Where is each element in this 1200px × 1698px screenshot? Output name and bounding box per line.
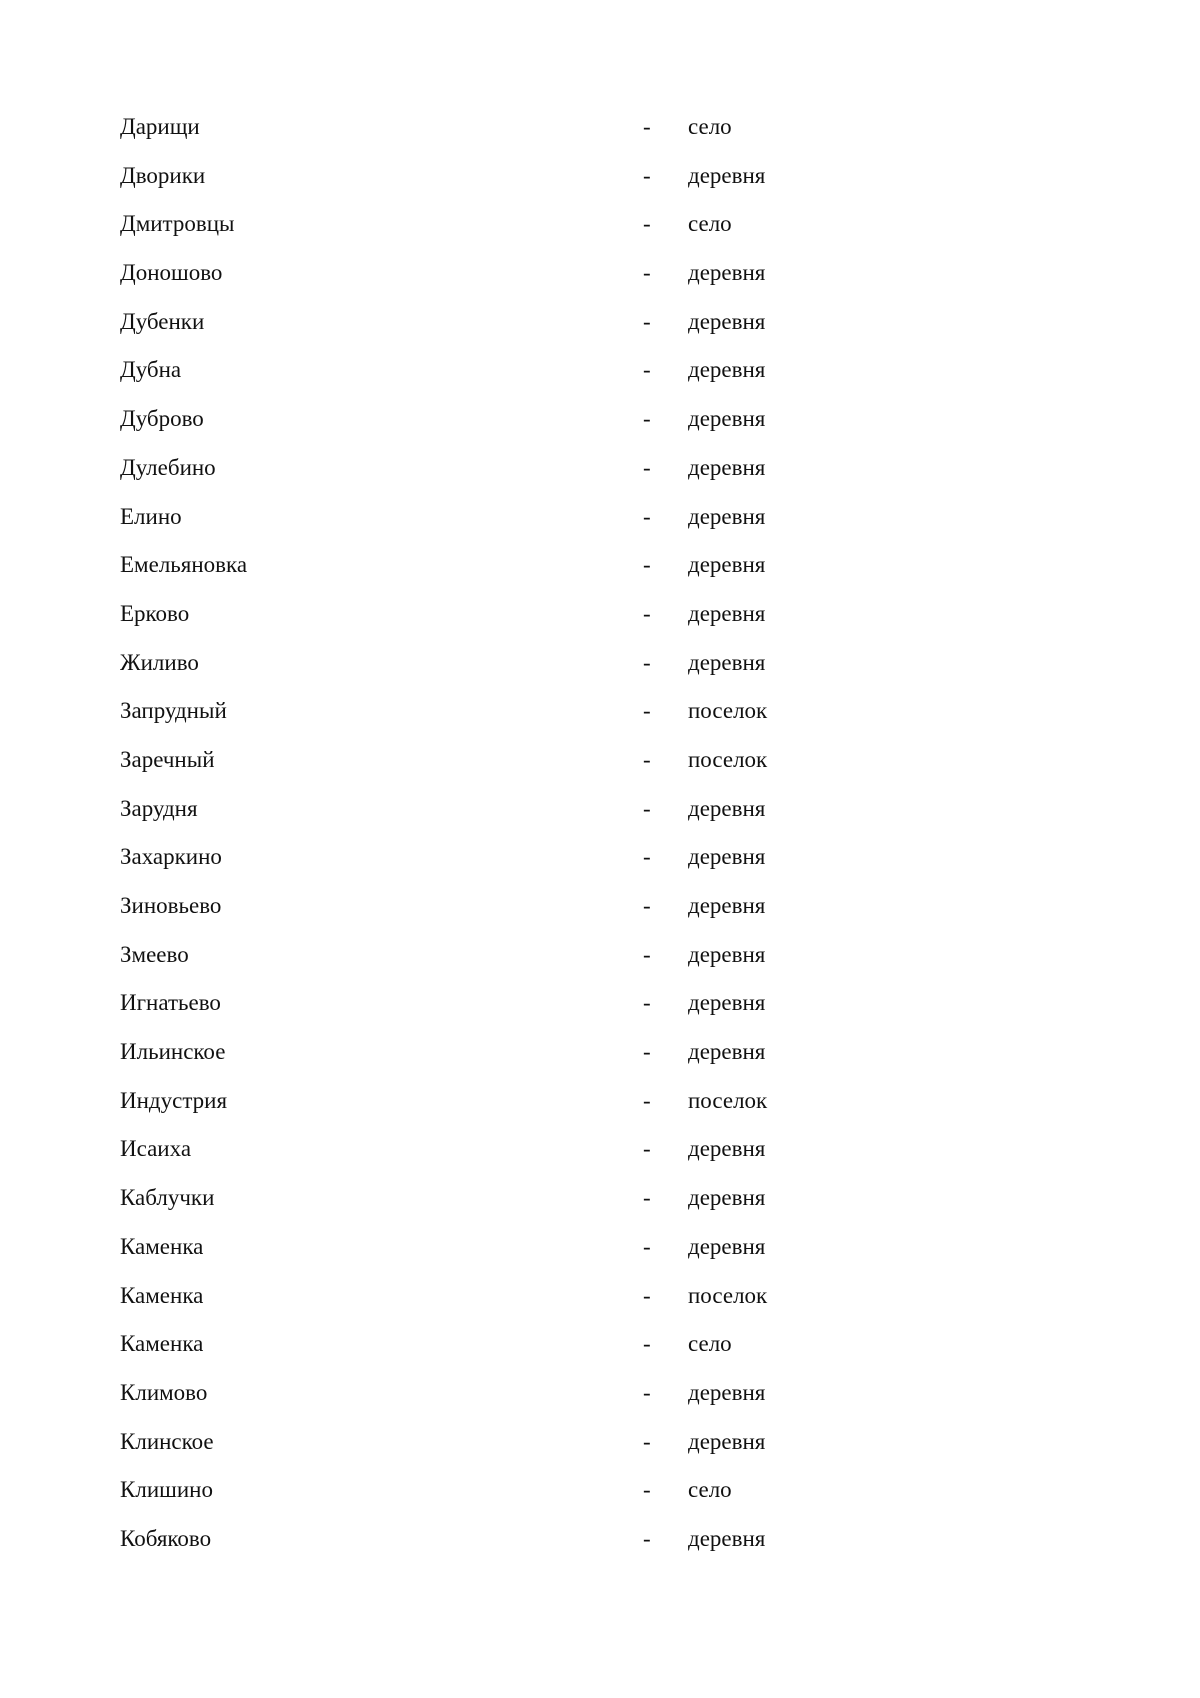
list-item — [0, 106, 1200, 155]
list-item — [0, 1372, 1200, 1421]
settlement-type: деревня — [688, 649, 766, 675]
list-item — [0, 1275, 1200, 1324]
settlement-name: Зарудня — [120, 795, 198, 821]
list-item — [0, 885, 1200, 934]
separator-dash: - — [643, 1525, 651, 1551]
list-item — [0, 1031, 1200, 1080]
settlement-type: деревня — [688, 357, 766, 383]
settlement-type: поселок — [688, 746, 768, 772]
settlement-name: Игнатьево — [120, 990, 221, 1016]
settlement-name: Дуброво — [120, 406, 204, 432]
settlement-name: Емельяновка — [120, 552, 248, 578]
settlement-type: село — [688, 1477, 732, 1503]
settlement-name: Дубенки — [120, 308, 205, 334]
settlement-type: деревня — [688, 1136, 766, 1162]
separator-dash: - — [643, 162, 651, 188]
settlement-type: поселок — [688, 1282, 768, 1308]
list-item — [0, 1323, 1200, 1372]
list-item — [0, 1421, 1200, 1470]
list-item — [0, 593, 1200, 642]
separator-dash: - — [643, 698, 651, 724]
separator-dash: - — [643, 552, 651, 578]
separator-dash: - — [643, 406, 651, 432]
settlement-name: Зиновьево — [120, 893, 222, 918]
list-item — [0, 301, 1200, 350]
settlement-type: деревня — [688, 1525, 766, 1551]
settlement-name: Доношово — [120, 260, 223, 286]
separator-dash: - — [643, 1379, 651, 1405]
list-item — [0, 642, 1200, 691]
settlement-name: Индустрия — [120, 1087, 228, 1113]
separator-dash: - — [643, 893, 651, 918]
settlement-name: Дарищи — [120, 114, 200, 139]
settlement-name: Дулебино — [120, 454, 216, 480]
list-item — [0, 496, 1200, 545]
separator-dash: - — [643, 1282, 651, 1308]
settlement-type: деревня — [688, 1379, 766, 1405]
separator-dash: - — [643, 357, 651, 383]
settlement-name: Кобяково — [120, 1525, 212, 1551]
list-item — [0, 788, 1200, 837]
list-item — [0, 155, 1200, 204]
separator-dash: - — [643, 454, 651, 480]
settlement-list — [0, 106, 1200, 1567]
settlement-type: село — [688, 114, 732, 139]
list-item — [0, 252, 1200, 301]
settlement-name: Клинское — [120, 1428, 214, 1454]
settlement-name: Дворики — [120, 162, 206, 188]
list-item — [0, 1469, 1200, 1518]
list-item — [0, 398, 1200, 447]
settlement-type: деревня — [688, 162, 766, 188]
settlement-type: деревня — [688, 990, 766, 1016]
separator-dash: - — [643, 308, 651, 334]
list-item — [0, 447, 1200, 496]
settlement-name: Каменка — [120, 1233, 204, 1259]
list-item — [0, 1177, 1200, 1226]
list-item — [0, 836, 1200, 885]
separator-dash: - — [643, 1477, 651, 1503]
separator-dash: - — [643, 941, 651, 967]
separator-dash: - — [643, 1428, 651, 1454]
settlement-type: поселок — [688, 698, 768, 724]
list-item — [0, 1226, 1200, 1275]
separator-dash: - — [643, 1039, 651, 1065]
separator-dash: - — [643, 649, 651, 675]
separator-dash: - — [643, 746, 651, 772]
list-item — [0, 739, 1200, 788]
settlement-name: Клишино — [120, 1477, 213, 1503]
settlement-type: деревня — [688, 844, 766, 870]
settlement-name: Запрудный — [120, 698, 227, 724]
separator-dash: - — [643, 600, 651, 626]
settlement-type: деревня — [688, 1185, 766, 1211]
separator-dash: - — [643, 503, 651, 529]
separator-dash: - — [643, 211, 651, 237]
settlement-type: деревня — [688, 552, 766, 578]
list-item — [0, 203, 1200, 252]
list-item — [0, 1080, 1200, 1129]
settlement-name: Елино — [120, 503, 182, 529]
settlement-type: деревня — [688, 308, 766, 334]
settlement-name: Климово — [120, 1379, 208, 1405]
list-item — [0, 1128, 1200, 1177]
settlement-name: Заречный — [120, 746, 215, 772]
separator-dash: - — [643, 1185, 651, 1211]
separator-dash: - — [643, 990, 651, 1016]
settlement-name: Каменка — [120, 1282, 204, 1308]
list-item — [0, 934, 1200, 983]
settlement-type: деревня — [688, 795, 766, 821]
settlement-name: Ерково — [120, 600, 190, 626]
separator-dash: - — [643, 1087, 651, 1113]
separator-dash: - — [643, 1331, 651, 1357]
settlement-name: Исаиха — [120, 1136, 192, 1162]
settlement-type: деревня — [688, 1039, 766, 1065]
settlement-type: деревня — [688, 503, 766, 529]
settlement-name: Дубна — [120, 357, 182, 383]
settlement-type: деревня — [688, 893, 766, 918]
settlement-type: поселок — [688, 1087, 768, 1113]
settlement-type: деревня — [688, 1428, 766, 1454]
settlement-type: деревня — [688, 260, 766, 286]
settlement-type: деревня — [688, 600, 766, 626]
settlement-type: село — [688, 1331, 732, 1357]
settlement-name: Ильинское — [120, 1039, 226, 1065]
settlement-name: Жиливо — [120, 649, 199, 675]
separator-dash: - — [643, 795, 651, 821]
separator-dash: - — [643, 1233, 651, 1259]
separator-dash: - — [643, 260, 651, 286]
list-item — [0, 690, 1200, 739]
settlement-name: Каблучки — [120, 1185, 215, 1211]
settlement-type: деревня — [688, 454, 766, 480]
list-item — [0, 544, 1200, 593]
separator-dash: - — [643, 1136, 651, 1162]
settlement-type: село — [688, 211, 732, 237]
settlement-type: деревня — [688, 1233, 766, 1259]
separator-dash: - — [643, 114, 651, 139]
settlement-name: Дмитровцы — [120, 211, 235, 237]
list-item — [0, 982, 1200, 1031]
settlement-name: Захаркино — [120, 844, 222, 870]
settlement-name: Змеево — [120, 941, 189, 967]
separator-dash: - — [643, 844, 651, 870]
settlement-type: деревня — [688, 941, 766, 967]
settlement-type: деревня — [688, 406, 766, 432]
settlement-name: Каменка — [120, 1331, 204, 1357]
list-item — [0, 349, 1200, 398]
list-item — [0, 1518, 1200, 1567]
